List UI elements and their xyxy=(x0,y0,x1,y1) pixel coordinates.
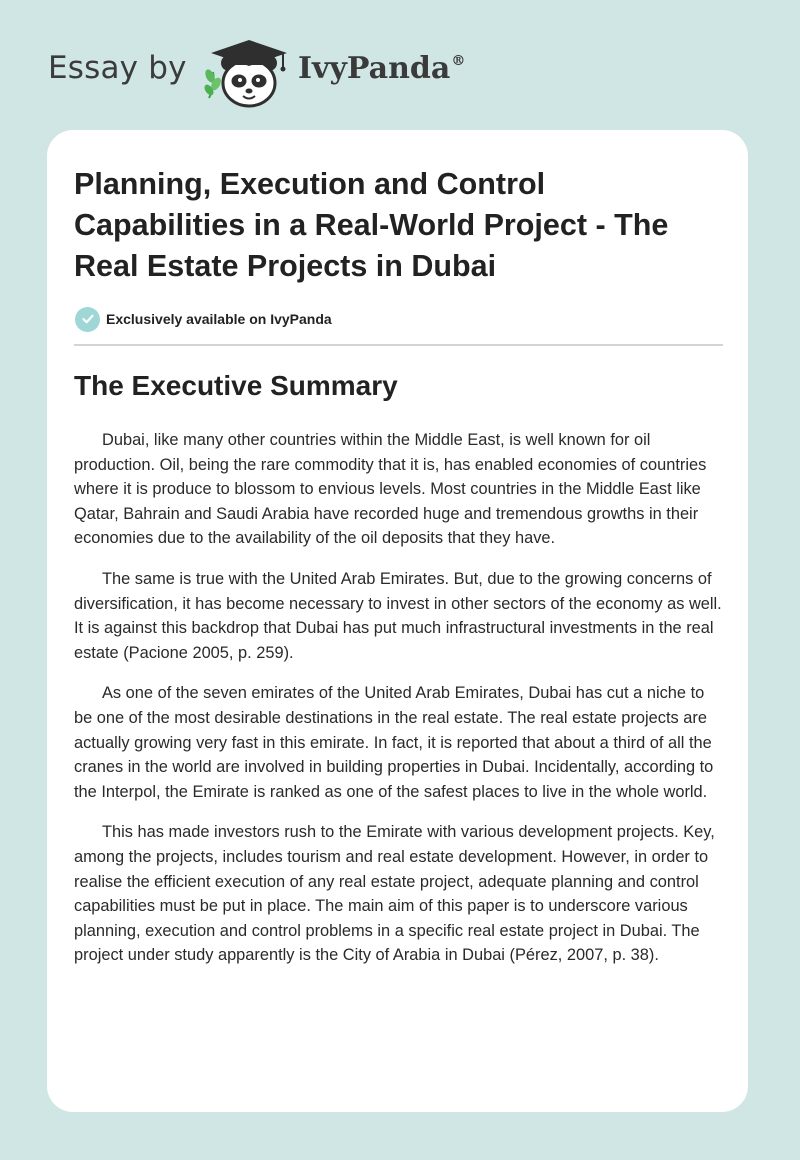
brand-name: IvyPanda® xyxy=(298,51,466,86)
paragraph: Dubai, like many other countries within the Middle East, is well known for oil production. Oil, being the rare commodity that it is, has enabled economies of countries where it is produce to blossom to envious levels. Most countries in the Middle East like Qatar, Bahrain and Saudi Arabia have recorded huge and tremendous growths in their economies due to the availability of the oil deposits that they have. xyxy=(74,431,707,548)
paragraph: As one of the seven emirates of the United Arab Emirates, Dubai has cut a niche to be one of the most desirable destinations in the real estate. The real estate projects are actually growing very fast in this emirate. In fact, it is reported that about a third of all the cranes in the world are involved in building properties in Dubai. Incidentally, according to the Interpol, the Emirate is ranked as one of the safest places to live in the whole world. xyxy=(74,684,714,801)
essay-body xyxy=(74,428,724,984)
essay-card xyxy=(47,130,748,1112)
paragraph: This has made investors rush to the Emirate with various development projects. Key, among the projects, includes tourism and real estate development. However, in order to realise the efficient execution of any real estate project, adequate planning and control capabilities must be put in place. The main aim of this paper is to underscore various planning, execution and control problems in a specific real estate project in Dubai. The project under study apparently is the City of Arabia in Dubai (Pérez, 2007, p. 38). xyxy=(74,823,715,965)
panda-graduate-icon[interactable] xyxy=(203,36,295,110)
exclusive-badge xyxy=(75,306,332,332)
registered-mark: ® xyxy=(451,53,466,69)
section-heading: The Executive Summary xyxy=(74,370,398,401)
paragraph: The same is true with the United Arab Emirates. But, due to the growing concerns of diversification, it has become necessary to invest in other sectors of the economy as well. It is against this backdrop that Dubai has put much infrastructural investments in the real estate (Pacione 2005, p. 259). xyxy=(74,569,722,662)
brand-prefix: Essay by xyxy=(48,50,187,86)
divider xyxy=(74,344,723,346)
check-circle-icon xyxy=(75,307,100,332)
badge-text: Exclusively available on IvyPanda xyxy=(106,311,332,327)
essay-title: Planning, Execution and Control Capabilities in a Real-World Project - The Real Estate Projects in Dubai xyxy=(74,167,669,283)
site-header xyxy=(0,0,800,130)
